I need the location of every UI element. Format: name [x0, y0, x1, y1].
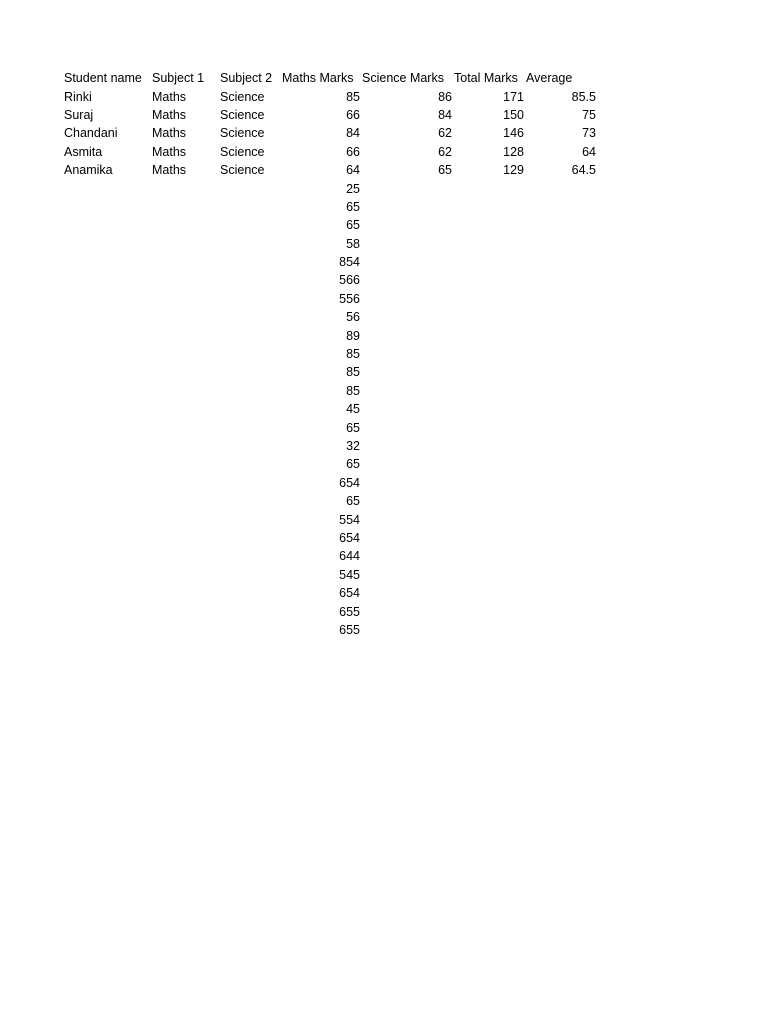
cell-empty: [63, 326, 151, 344]
cell-empty: [525, 216, 597, 234]
cell-maths-marks: 65: [346, 457, 360, 472]
table-row: [63, 161, 597, 179]
cell-empty: [151, 345, 219, 363]
cell-empty: [525, 492, 597, 510]
cell-empty: [361, 547, 453, 565]
cell-empty: [361, 326, 453, 344]
table-row: [63, 400, 597, 418]
header-average: Average: [526, 71, 573, 86]
table-row: [63, 382, 597, 400]
cell-empty: [525, 345, 597, 363]
cell-empty: [219, 382, 281, 400]
cell-science-marks: 84: [438, 107, 452, 122]
cell-maths-marks: 58: [346, 236, 360, 251]
cell-empty: [219, 510, 281, 528]
cell-maths-marks: 32: [346, 439, 360, 453]
cell-empty: [219, 363, 281, 381]
cell-empty: [219, 474, 281, 492]
cell-empty: [453, 602, 525, 620]
cell-empty: [361, 566, 453, 584]
cell-empty: [361, 492, 453, 510]
cell-empty: [219, 271, 281, 289]
cell-empty: [219, 529, 281, 547]
cell-empty: [453, 621, 525, 639]
cell-maths-marks: 545: [339, 567, 360, 582]
cell-empty: [525, 510, 597, 528]
cell-empty: [525, 602, 597, 620]
cell-empty: [361, 437, 453, 455]
cell-empty: [361, 400, 453, 418]
cell-empty: [63, 437, 151, 455]
cell-empty: [525, 235, 597, 253]
cell-maths-marks: 655: [339, 604, 360, 619]
table-row: [63, 345, 597, 363]
cell-empty: [361, 382, 453, 400]
cell-empty: [361, 602, 453, 620]
cell-empty: [361, 584, 453, 602]
cell-subject-1: Maths: [152, 126, 187, 141]
table-row: [63, 418, 597, 436]
cell-subject-2: Science: [220, 126, 265, 141]
cell-empty: [151, 547, 219, 565]
cell-empty: [219, 455, 281, 473]
cell-empty: [63, 235, 151, 253]
marks-sheet: [63, 69, 597, 639]
cell-subject-2: Science: [220, 89, 265, 104]
cell-empty: [63, 455, 151, 473]
cell-empty: [219, 621, 281, 639]
table-row: [63, 87, 597, 105]
header-subject-2: Subject 2: [220, 71, 273, 86]
cell-empty: [525, 455, 597, 473]
cell-total-marks: 146: [503, 126, 524, 141]
cell-empty: [219, 290, 281, 308]
cell-subject-1: Maths: [152, 107, 187, 122]
cell-empty: [151, 382, 219, 400]
table-row: [63, 437, 597, 455]
cell-total-marks: 128: [503, 144, 524, 159]
cell-subject-2: Science: [220, 144, 265, 159]
cell-empty: [361, 253, 453, 271]
cell-empty: [525, 308, 597, 326]
cell-empty: [453, 547, 525, 565]
cell-empty: [151, 584, 219, 602]
cell-maths-marks: 85: [346, 347, 360, 362]
table-row: [63, 198, 597, 216]
table-row: [63, 474, 597, 492]
cell-empty: [525, 474, 597, 492]
cell-empty: [63, 345, 151, 363]
cell-maths-marks: 65: [346, 494, 360, 509]
cell-empty: [63, 566, 151, 584]
cell-empty: [361, 290, 453, 308]
cell-empty: [453, 271, 525, 289]
table-row: [63, 235, 597, 253]
cell-empty: [151, 529, 219, 547]
cell-empty: [453, 308, 525, 326]
cell-maths-marks: 644: [339, 549, 360, 564]
cell-maths-marks: 66: [346, 107, 360, 122]
cell-empty: [151, 566, 219, 584]
cell-empty: [63, 529, 151, 547]
cell-empty: [219, 345, 281, 363]
cell-empty: [219, 492, 281, 510]
cell-empty: [219, 235, 281, 253]
cell-empty: [151, 474, 219, 492]
cell-empty: [63, 584, 151, 602]
cell-empty: [453, 566, 525, 584]
cell-empty: [63, 547, 151, 565]
cell-empty: [151, 510, 219, 528]
cell-science-marks: 86: [438, 89, 452, 104]
cell-empty: [525, 326, 597, 344]
cell-subject-1: Maths: [152, 163, 187, 178]
header-science-marks: Science Marks: [362, 71, 444, 86]
cell-maths-marks: 554: [339, 512, 360, 527]
cell-subject-2: Science: [220, 107, 265, 122]
cell-empty: [63, 621, 151, 639]
cell-empty: [219, 584, 281, 602]
cell-maths-marks: 655: [339, 622, 360, 637]
header-student-name: Student name: [64, 71, 142, 86]
cell-empty: [151, 271, 219, 289]
cell-maths-marks: 654: [339, 586, 360, 601]
table-row: [63, 547, 597, 565]
cell-total-marks: 129: [503, 163, 524, 178]
cell-empty: [219, 326, 281, 344]
cell-student-name: Rinki: [64, 89, 92, 104]
cell-average: 85.5: [571, 89, 596, 104]
cell-empty: [219, 602, 281, 620]
cell-empty: [525, 621, 597, 639]
cell-empty: [453, 382, 525, 400]
cell-empty: [63, 363, 151, 381]
cell-empty: [151, 290, 219, 308]
cell-empty: [525, 418, 597, 436]
table-row: [63, 106, 597, 124]
cell-empty: [219, 437, 281, 455]
cell-maths-marks: 56: [346, 310, 360, 325]
cell-empty: [63, 474, 151, 492]
cell-empty: [63, 602, 151, 620]
cell-empty: [453, 235, 525, 253]
cell-empty: [525, 179, 597, 197]
cell-science-marks: 65: [438, 163, 452, 178]
header-subject-1: Subject 1: [152, 71, 205, 86]
header-total-marks: Total Marks: [454, 71, 518, 86]
cell-empty: [361, 510, 453, 528]
cell-subject-1: Maths: [152, 89, 187, 104]
cell-maths-marks: 65: [346, 199, 360, 214]
cell-empty: [453, 510, 525, 528]
cell-empty: [151, 179, 219, 197]
cell-empty: [453, 437, 525, 455]
cell-empty: [525, 363, 597, 381]
cell-maths-marks: 84: [346, 126, 360, 141]
cell-total-marks: 171: [503, 89, 524, 104]
table-row: [63, 216, 597, 234]
cell-empty: [453, 179, 525, 197]
cell-maths-marks: 25: [346, 181, 360, 196]
cell-subject-2: Science: [220, 163, 265, 178]
cell-empty: [151, 253, 219, 271]
cell-average: 75: [582, 107, 596, 122]
cell-empty: [151, 418, 219, 436]
cell-maths-marks: 66: [346, 144, 360, 159]
cell-empty: [151, 400, 219, 418]
cell-empty: [453, 400, 525, 418]
cell-empty: [525, 584, 597, 602]
cell-empty: [361, 235, 453, 253]
cell-empty: [63, 271, 151, 289]
cell-student-name: Anamika: [64, 163, 113, 178]
cell-empty: [525, 198, 597, 216]
cell-empty: [151, 621, 219, 639]
table-row: [63, 124, 597, 142]
cell-empty: [63, 400, 151, 418]
cell-maths-marks: 65: [346, 218, 360, 233]
cell-empty: [219, 198, 281, 216]
cell-empty: [361, 308, 453, 326]
table-row: [63, 602, 597, 620]
cell-maths-marks: 566: [339, 273, 360, 288]
table-row: [63, 566, 597, 584]
cell-empty: [453, 418, 525, 436]
cell-student-name: Suraj: [64, 107, 94, 122]
cell-maths-marks: 64: [346, 163, 360, 178]
table-row: [63, 510, 597, 528]
cell-empty: [151, 437, 219, 455]
table-row: [63, 143, 597, 161]
cell-subject-1: Maths: [152, 144, 187, 159]
cell-empty: [361, 455, 453, 473]
cell-empty: [361, 179, 453, 197]
cell-empty: [453, 253, 525, 271]
cell-empty: [151, 602, 219, 620]
cell-empty: [151, 198, 219, 216]
header-row: [63, 69, 597, 87]
cell-maths-marks: 85: [346, 89, 360, 104]
cell-empty: [151, 308, 219, 326]
table-row: [63, 290, 597, 308]
table-row: [63, 455, 597, 473]
cell-empty: [151, 455, 219, 473]
cell-empty: [63, 382, 151, 400]
cell-empty: [453, 529, 525, 547]
cell-empty: [525, 253, 597, 271]
cell-empty: [151, 235, 219, 253]
cell-maths-marks: 45: [346, 402, 360, 417]
table-row: [63, 179, 597, 197]
cell-empty: [453, 345, 525, 363]
cell-empty: [63, 492, 151, 510]
cell-average: 64.5: [571, 163, 596, 178]
cell-empty: [453, 216, 525, 234]
cell-maths-marks: 654: [339, 530, 360, 545]
cell-empty: [219, 308, 281, 326]
cell-empty: [361, 363, 453, 381]
cell-science-marks: 62: [438, 144, 452, 159]
cell-empty: [63, 290, 151, 308]
cell-empty: [453, 474, 525, 492]
cell-empty: [63, 308, 151, 326]
cell-average: 64: [582, 144, 596, 159]
cell-empty: [219, 547, 281, 565]
cell-maths-marks: 65: [346, 420, 360, 435]
cell-empty: [453, 198, 525, 216]
cell-empty: [525, 547, 597, 565]
cell-science-marks: 62: [438, 126, 452, 141]
cell-empty: [525, 290, 597, 308]
cell-empty: [219, 400, 281, 418]
cell-student-name: Asmita: [64, 144, 103, 159]
cell-empty: [219, 418, 281, 436]
cell-empty: [63, 198, 151, 216]
cell-total-marks: 150: [503, 107, 524, 122]
cell-empty: [63, 253, 151, 271]
cell-empty: [453, 326, 525, 344]
cell-empty: [453, 363, 525, 381]
cell-empty: [151, 326, 219, 344]
table-row: [63, 308, 597, 326]
cell-empty: [453, 492, 525, 510]
cell-empty: [219, 179, 281, 197]
table-row: [63, 363, 597, 381]
table-row: [63, 271, 597, 289]
cell-empty: [361, 198, 453, 216]
cell-empty: [219, 216, 281, 234]
cell-empty: [525, 566, 597, 584]
cell-empty: [361, 216, 453, 234]
cell-maths-marks: 85: [346, 383, 360, 398]
cell-maths-marks: 556: [339, 291, 360, 306]
cell-empty: [151, 216, 219, 234]
cell-empty: [361, 418, 453, 436]
cell-empty: [525, 382, 597, 400]
cell-empty: [361, 345, 453, 363]
cell-empty: [361, 621, 453, 639]
cell-empty: [151, 492, 219, 510]
cell-empty: [361, 271, 453, 289]
table-row: [63, 584, 597, 602]
cell-empty: [453, 290, 525, 308]
cell-maths-marks: 89: [346, 328, 360, 343]
table-row: [63, 253, 597, 271]
cell-empty: [361, 529, 453, 547]
cell-empty: [525, 271, 597, 289]
table-row: [63, 492, 597, 510]
cell-empty: [219, 253, 281, 271]
cell-empty: [63, 216, 151, 234]
cell-average: 73: [582, 126, 596, 141]
table-row: [63, 529, 597, 547]
cell-empty: [525, 437, 597, 455]
cell-maths-marks: 654: [339, 475, 360, 490]
sheet-body: [63, 87, 597, 639]
cell-empty: [63, 179, 151, 197]
table-row: [63, 621, 597, 639]
cell-empty: [63, 510, 151, 528]
cell-empty: [453, 584, 525, 602]
cell-empty: [525, 400, 597, 418]
cell-empty: [453, 455, 525, 473]
cell-empty: [63, 418, 151, 436]
cell-empty: [525, 529, 597, 547]
cell-empty: [361, 474, 453, 492]
cell-student-name: Chandani: [64, 126, 118, 141]
cell-maths-marks: 85: [346, 365, 360, 380]
cell-empty: [151, 363, 219, 381]
cell-empty: [219, 566, 281, 584]
table-row: [63, 326, 597, 344]
header-maths-marks: Maths Marks: [282, 71, 354, 86]
cell-maths-marks: 854: [339, 255, 360, 270]
